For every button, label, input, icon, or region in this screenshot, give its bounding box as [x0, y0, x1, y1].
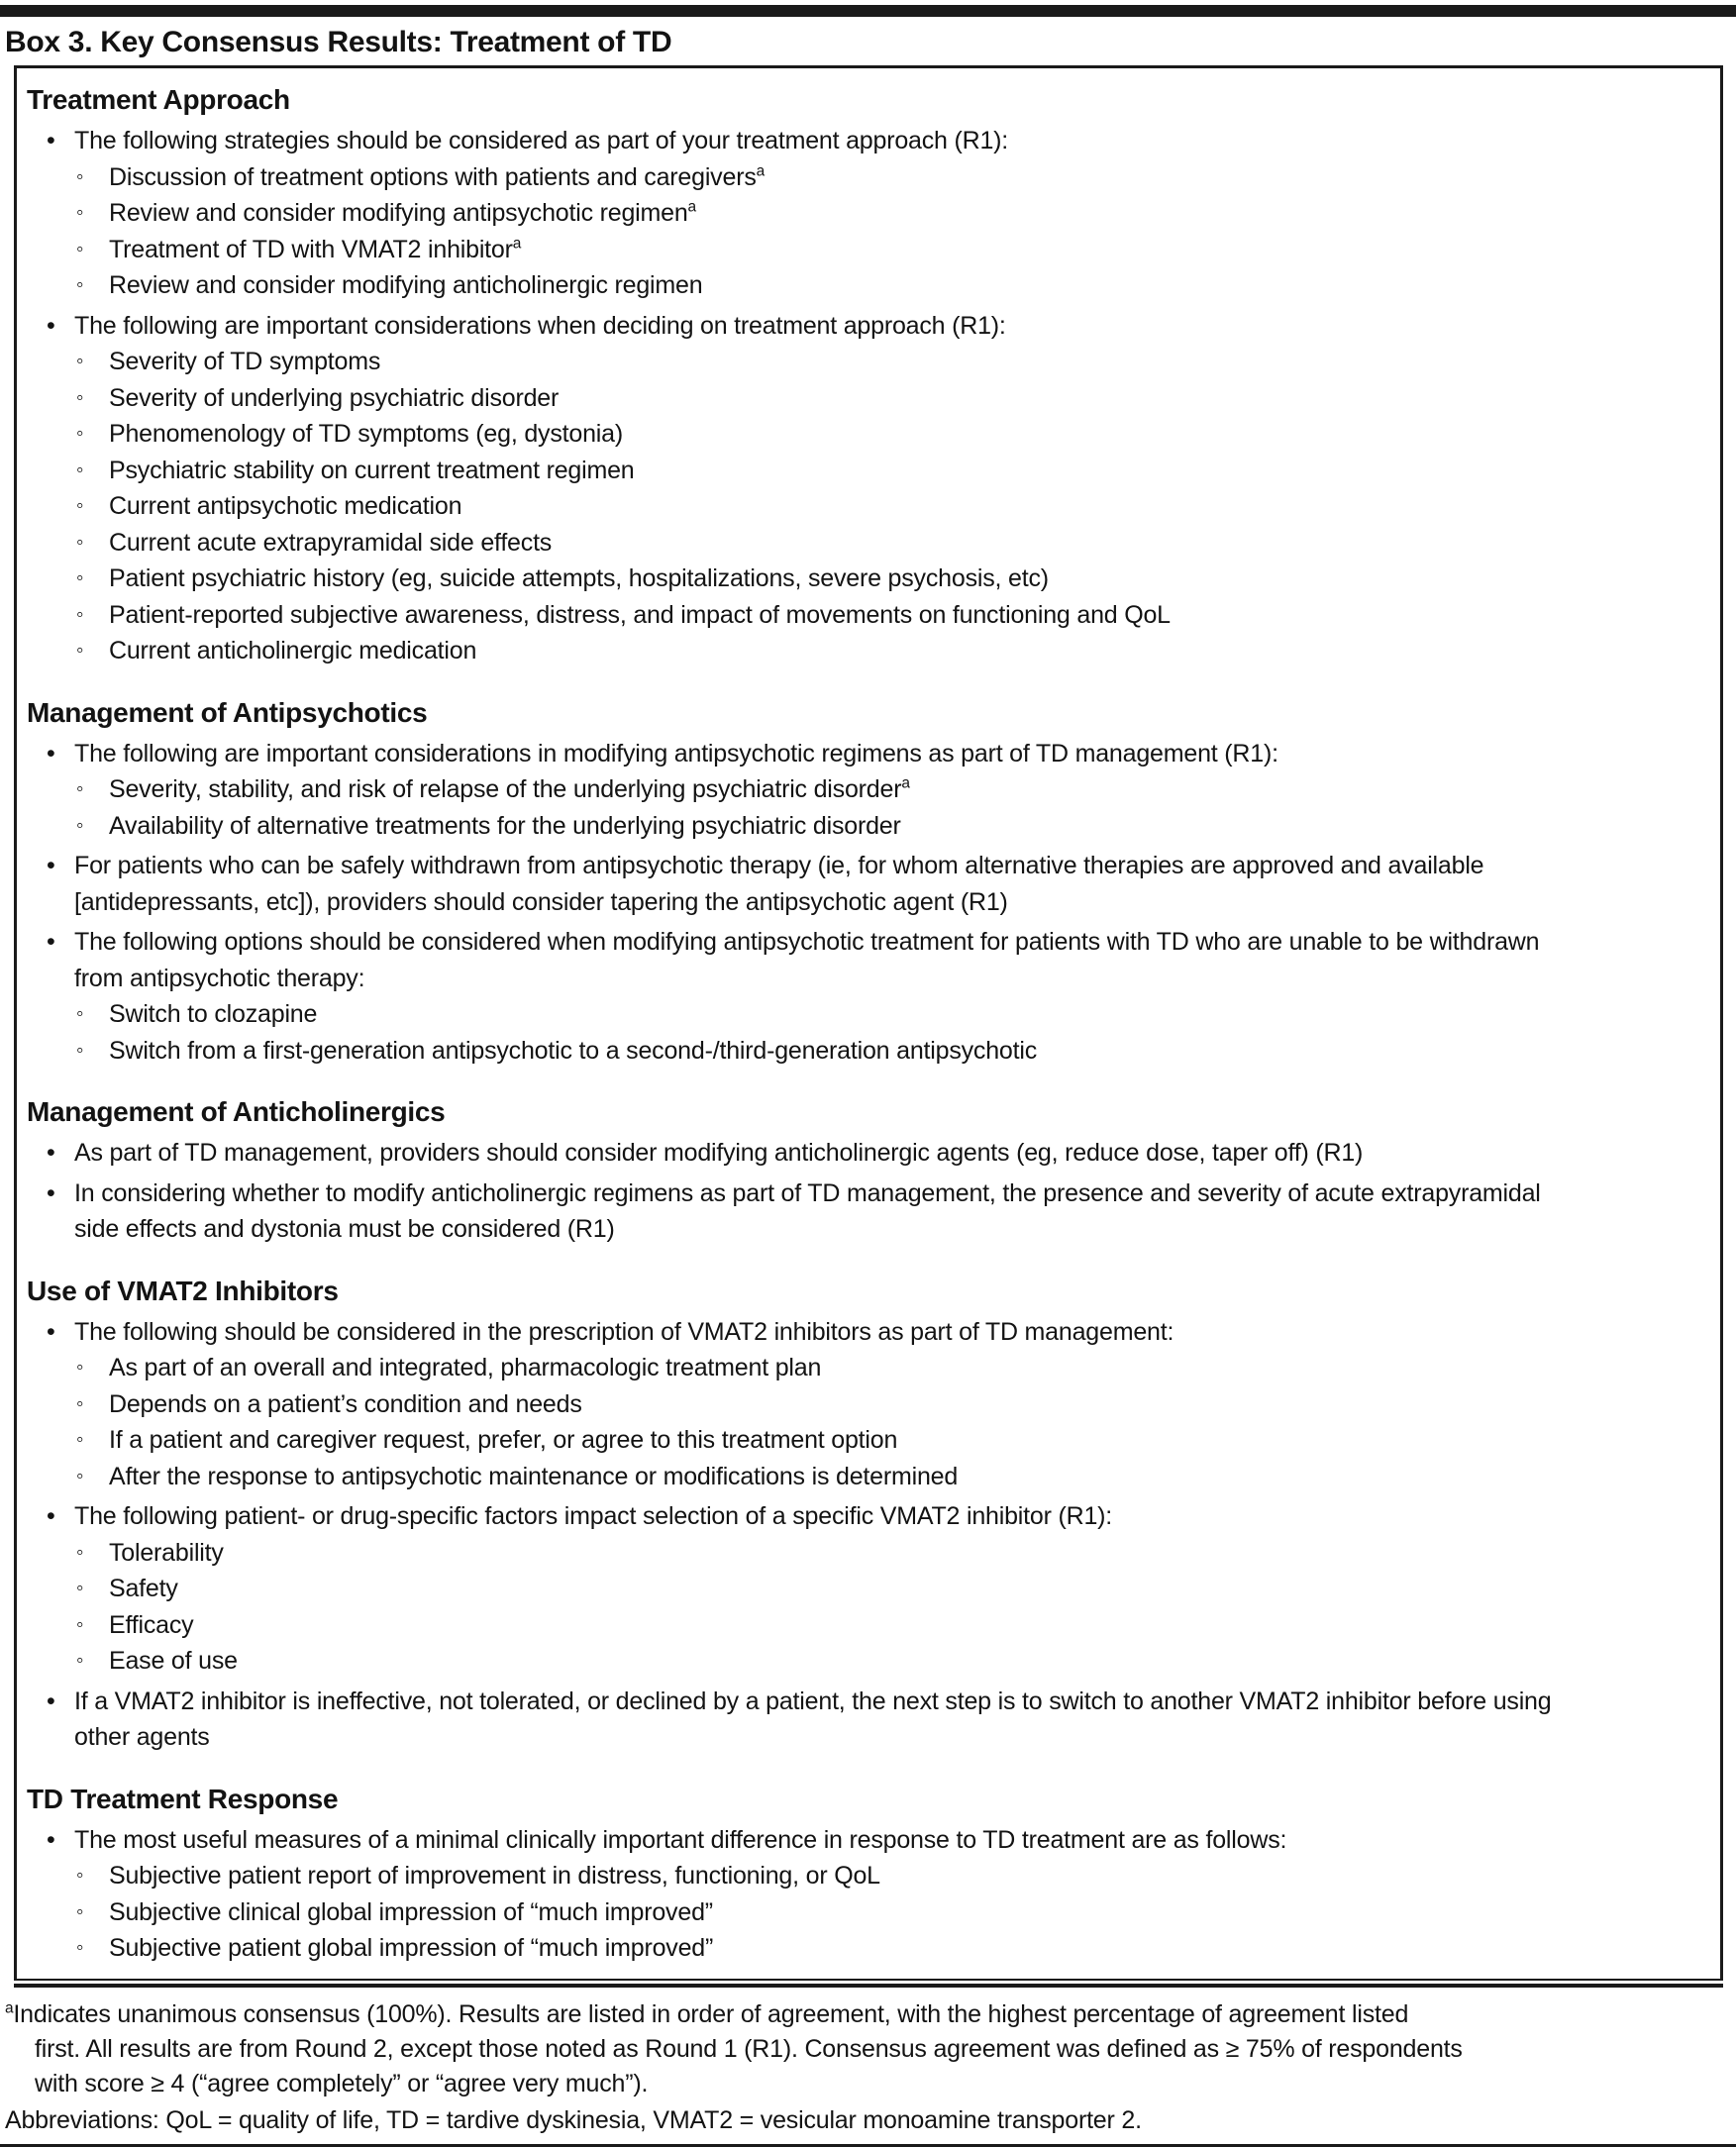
- bullet-item: [27, 123, 1702, 159]
- circle-bullet-icon: ◦: [76, 1864, 84, 1887]
- sub-bullet-item: [27, 1643, 1702, 1680]
- item-text: In considering whether to modify anticholinergic regimens as part of TD management, the presence and severity of acute extrapyramidal side effects and dystonia must be considered (R1): [74, 1178, 1541, 1243]
- item-text: Switch to clozapine: [109, 1000, 318, 1028]
- item-text: Current anticholinergic medication: [109, 637, 477, 665]
- bullet-icon: •: [47, 1687, 55, 1715]
- circle-bullet-icon: ◦: [76, 1577, 84, 1599]
- bullet-icon: •: [47, 1502, 55, 1530]
- section-heading: TD Treatment Response: [27, 1783, 339, 1814]
- section-heading: Management of Anticholinergics: [27, 1096, 446, 1127]
- item-text: As part of TD management, providers should consider modifying anticholinergic agents (eg, reduce dose, taper off) (R1): [74, 1139, 1364, 1167]
- item-text: Subjective patient global impression of “much improved”: [109, 1934, 714, 1962]
- item-text: Availability of alternative treatments for the underlying psychiatric disorder: [109, 811, 901, 840]
- bullet-item: [27, 1498, 1702, 1535]
- circle-bullet-icon: ◦: [76, 1391, 84, 1415]
- item-text: Ease of use: [109, 1647, 238, 1675]
- item-text: Review and consider modifying anticholinergic regimen: [109, 271, 703, 299]
- footnote-line: first. All results are from Round 2, except those noted as Round 1 (R1). Consensus agreement was defined as ≥ 75% of respondents: [35, 2034, 1463, 2063]
- sub-bullet-item: [27, 1422, 1702, 1459]
- box3-figure: [0, 5, 1736, 2147]
- footnote-marker: a: [5, 1999, 14, 2017]
- item-text: Patient psychiatric history (eg, suicide attempts, hospitalizations, severe psychosis, etc): [109, 564, 1049, 592]
- circle-bullet-icon: ◦: [76, 530, 84, 554]
- item-text: The following are important considerations in modifying antipsychotic regimens as part of TD management (R1):: [74, 739, 1278, 767]
- item-text: As part of an overall and integrated, pharmacologic treatment plan: [109, 1354, 822, 1381]
- item-text: For patients who can be safely withdrawn from antipsychotic therapy (ie, for whom alternative therapies are approved and available [antidepressants, etc]), providers should consider tapering the antipsychotic agent (R1): [74, 852, 1484, 916]
- sub-bullet-item: [27, 1858, 1702, 1894]
- sub-bullet-item: [27, 1607, 1702, 1644]
- sub-bullet-item: [27, 771, 1702, 808]
- circle-bullet-icon: ◦: [76, 1356, 84, 1379]
- circle-bullet-icon: ◦: [76, 273, 84, 296]
- sub-bullet-item: [27, 597, 1702, 634]
- circle-bullet-icon: ◦: [76, 1464, 84, 1487]
- item-text: Switch from a first-generation antipsychotic to a second-/third-generation antipsychotic: [109, 1036, 1038, 1065]
- box-bottom-rule: [14, 1984, 1723, 1988]
- item-text: Current antipsychotic medication: [109, 492, 462, 520]
- item-text: Severity of underlying psychiatric disorder: [109, 383, 560, 412]
- item-text: The following patient- or drug-specific factors impact selection of a specific VMAT2 inhibitor (R1):: [74, 1502, 1113, 1530]
- bottom-rule: [0, 2144, 1736, 2147]
- bullet-icon: •: [47, 1317, 55, 1346]
- footnote-marker: a: [756, 162, 766, 180]
- sub-bullet-item: [27, 232, 1702, 268]
- circle-bullet-icon: ◦: [76, 201, 84, 224]
- circle-bullet-icon: ◦: [76, 1936, 84, 1959]
- sub-bullet-item: [27, 1894, 1702, 1931]
- footnote-line: with score ≥ 4 (“agree completely” or “agree very much”).: [35, 2069, 649, 2097]
- item-text: Subjective clinical global impression of “much improved”: [109, 1897, 713, 1926]
- circle-bullet-icon: ◦: [76, 1002, 84, 1025]
- circle-bullet-icon: ◦: [76, 458, 84, 481]
- sub-bullet-item: [27, 1930, 1702, 1967]
- sub-bullet-item: [27, 633, 1702, 669]
- circle-bullet-icon: ◦: [76, 1428, 84, 1451]
- sub-bullet-item: [27, 195, 1702, 232]
- circle-bullet-icon: ◦: [76, 164, 84, 188]
- item-text: The following strategies should be considered as part of your treatment approach (R1):: [74, 127, 1009, 154]
- circle-bullet-icon: ◦: [76, 350, 84, 372]
- circle-bullet-icon: ◦: [76, 1612, 84, 1636]
- circle-bullet-icon: ◦: [76, 777, 84, 800]
- sub-bullet-item: [27, 344, 1702, 380]
- bullet-item: [27, 848, 1702, 920]
- sub-bullet-item: [27, 1033, 1702, 1070]
- item-text: The most useful measures of a minimal clinically important difference in response to TD treatment are as follows:: [74, 1825, 1287, 1854]
- circle-bullet-icon: ◦: [76, 494, 84, 517]
- sub-bullet-item: [27, 488, 1702, 525]
- sub-bullet-item: [27, 561, 1702, 597]
- abbreviations-line: Abbreviations: QoL = quality of life, TD = tardive dyskinesia, VMAT2 = vesicular monoamine transporter 2.: [5, 2105, 1142, 2134]
- footnote-marker: a: [687, 198, 696, 216]
- sub-bullet-item: [27, 525, 1702, 562]
- item-text: If a VMAT2 inhibitor is ineffective, not tolerated, or declined by a patient, the next step is to switch to another VMAT2 inhibitor before using other agents: [74, 1687, 1552, 1751]
- footnotes: [5, 1997, 1736, 2138]
- bullet-icon: •: [47, 928, 55, 956]
- bullet-icon: •: [47, 739, 55, 767]
- sub-bullet-item: [27, 453, 1702, 489]
- item-text: Psychiatric stability on current treatment regimen: [109, 456, 635, 484]
- top-rule: [0, 5, 1736, 17]
- item-text: Efficacy: [109, 1610, 194, 1639]
- sub-bullet-item: [27, 808, 1702, 845]
- circle-bullet-icon: ◦: [76, 385, 84, 409]
- bullet-item: [27, 1135, 1702, 1172]
- footnote-line: $^a$Indicates unanimous consensus (100%). Results are listed in order of agreement, with the highest percentage of agreement listed: [5, 1999, 1409, 2028]
- footnote-marker: a: [512, 235, 522, 253]
- circle-bullet-icon: ◦: [76, 639, 84, 662]
- item-text: Review and consider modifying antipsychotic regimen$^a$: [109, 198, 696, 227]
- section-heading: Use of VMAT2 Inhibitors: [27, 1275, 339, 1306]
- circle-bullet-icon: ◦: [76, 566, 84, 589]
- sub-bullet-item: [27, 1459, 1702, 1495]
- bullet-icon: •: [47, 1825, 55, 1854]
- sub-bullet-item: [27, 416, 1702, 453]
- section-heading: Management of Antipsychotics: [27, 696, 428, 728]
- circle-bullet-icon: ◦: [76, 1899, 84, 1923]
- item-text: Depends on a patient’s condition and needs: [109, 1389, 582, 1418]
- item-text: Tolerability: [109, 1538, 224, 1567]
- circle-bullet-icon: ◦: [76, 813, 84, 837]
- bullet-item: [27, 308, 1702, 345]
- item-text: Patient-reported subjective awareness, distress, and impact of movements on functioning and QoL: [109, 600, 1171, 629]
- bullet-item: [27, 1822, 1702, 1859]
- sub-bullet-item: [27, 1350, 1702, 1386]
- bullet-icon: •: [47, 127, 55, 154]
- bullet-item: [27, 924, 1702, 996]
- bullet-item: [27, 736, 1702, 772]
- item-text: After the response to antipsychotic maintenance or modifications is determined: [109, 1462, 959, 1490]
- consensus-box: [14, 65, 1723, 1981]
- sub-bullet-item: [27, 996, 1702, 1033]
- footnote-block: [5, 1997, 1736, 2101]
- bullet-item: [27, 1684, 1702, 1756]
- item-text: Severity, stability, and risk of relapse of the underlying psychiatric disorder$^a$: [109, 774, 910, 803]
- sub-bullet-item: [27, 380, 1702, 417]
- sub-bullet-item: [27, 159, 1702, 196]
- footnote-marker: a: [901, 774, 910, 792]
- bullet-item: [27, 1314, 1702, 1351]
- sub-bullet-item: [27, 1535, 1702, 1572]
- sections-container: [27, 82, 1702, 1967]
- bullet-icon: •: [47, 311, 55, 340]
- sub-bullet-item: [27, 1386, 1702, 1423]
- item-text: The following are important considerations when deciding on treatment approach (R1):: [74, 311, 1006, 340]
- circle-bullet-icon: ◦: [76, 1540, 84, 1564]
- box-title: Box 3. Key Consensus Results: Treatment of TD: [5, 26, 672, 58]
- item-text: Severity of TD symptoms: [109, 348, 381, 375]
- bullet-item: [27, 1176, 1702, 1248]
- item-text: Subjective patient report of improvement in distress, functioning, or QoL: [109, 1862, 880, 1890]
- sub-bullet-item: [27, 267, 1702, 304]
- item-text: Safety: [109, 1575, 178, 1602]
- circle-bullet-icon: ◦: [76, 1649, 84, 1672]
- circle-bullet-icon: ◦: [76, 1038, 84, 1062]
- bullet-icon: •: [47, 1139, 55, 1167]
- sub-bullet-item: [27, 1571, 1702, 1607]
- bullet-icon: •: [47, 1178, 55, 1207]
- circle-bullet-icon: ◦: [76, 422, 84, 445]
- circle-bullet-icon: ◦: [76, 602, 84, 626]
- item-text: Phenomenology of TD symptoms (eg, dystonia): [109, 420, 623, 448]
- circle-bullet-icon: ◦: [76, 237, 84, 260]
- bullet-icon: •: [47, 852, 55, 879]
- item-text: If a patient and caregiver request, prefer, or agree to this treatment option: [109, 1426, 898, 1454]
- item-text: The following should be considered in the prescription of VMAT2 inhibitors as part of TD management:: [74, 1317, 1174, 1346]
- item-text: The following options should be considered when modifying antipsychotic treatment for patients with TD who are unable to be withdrawn from antipsychotic therapy:: [74, 928, 1540, 992]
- item-text: Discussion of treatment options with patients and caregivers$^a$: [109, 162, 766, 191]
- item-text: Current acute extrapyramidal side effects: [109, 528, 553, 557]
- item-text: Treatment of TD with VMAT2 inhibitor$^a$: [109, 235, 522, 263]
- section-heading: Treatment Approach: [27, 84, 290, 115]
